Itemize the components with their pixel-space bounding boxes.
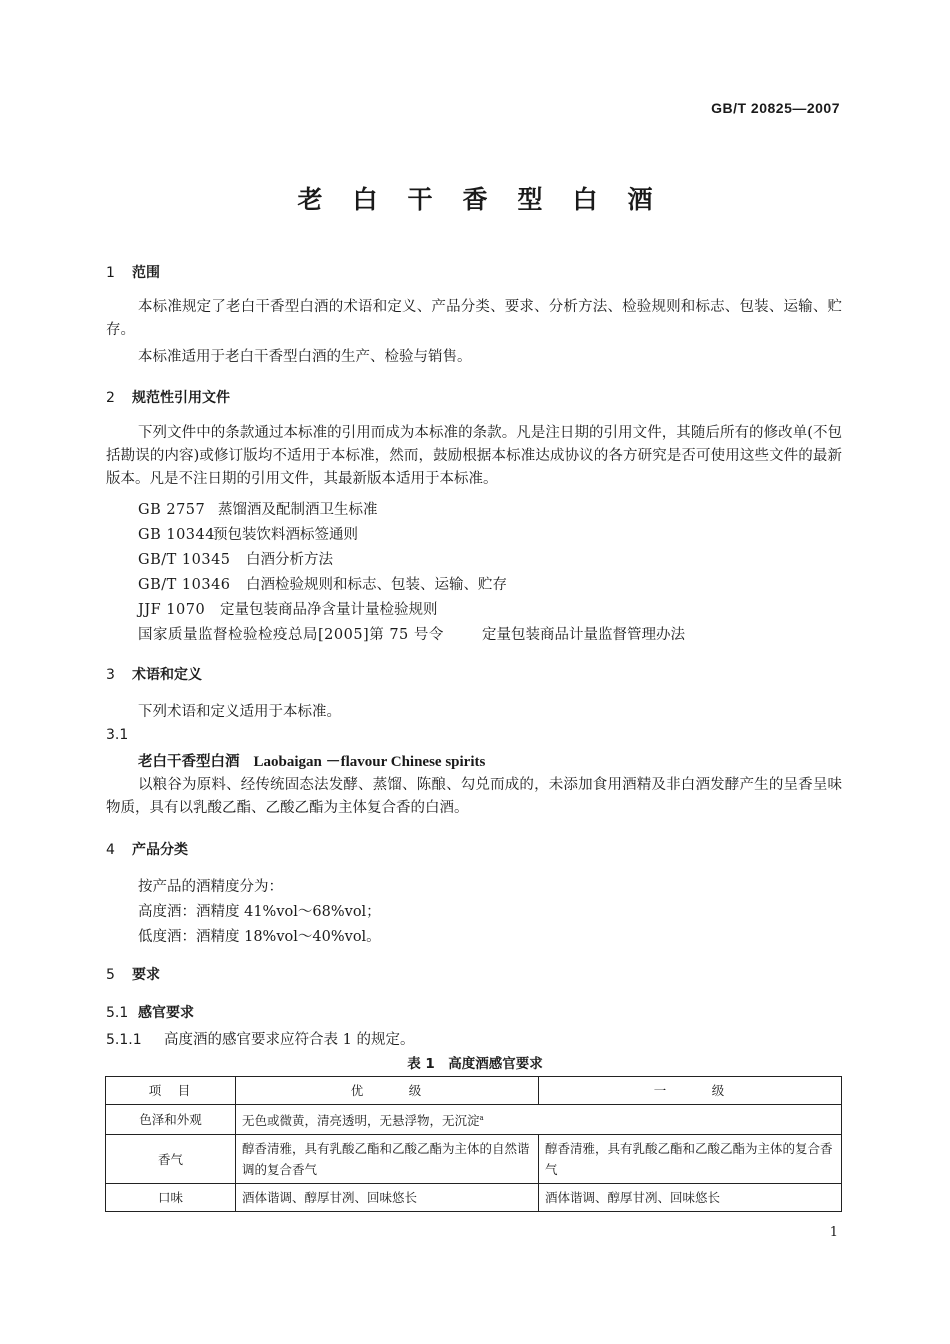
table-row bbox=[106, 1105, 842, 1135]
subsection-5-1-1 bbox=[106, 1028, 414, 1049]
classification-low: 低度酒：酒精度 18%vol～40%vol。 bbox=[138, 929, 381, 945]
header-item: 项 目 bbox=[106, 1077, 236, 1105]
reference-name: 定量包装商品计量监督管理办法 bbox=[482, 627, 685, 643]
term-line bbox=[138, 750, 485, 771]
reference-item bbox=[138, 598, 438, 619]
section-number: 4 bbox=[106, 842, 115, 858]
classification-intro: 按产品的酒精度分为： bbox=[138, 879, 283, 895]
sensory-requirements-table bbox=[105, 1076, 842, 1212]
reference-item bbox=[138, 623, 685, 644]
row-premium-value: 醇香清雅，具有乳酸乙酯和乙酸乙酯为主体的自然谐调的复合香气 bbox=[236, 1135, 539, 1184]
section-title: 术语和定义 bbox=[132, 667, 202, 683]
page-number: 1 bbox=[829, 1225, 838, 1240]
reference-name: 预包装饮料酒标签通则 bbox=[213, 527, 358, 543]
reference-name: 白酒分析方法 bbox=[246, 552, 333, 568]
section-3-heading bbox=[106, 664, 202, 684]
section-3-paragraph: 下列术语和定义适用于本标准。 bbox=[138, 704, 341, 720]
table-header-row bbox=[106, 1077, 842, 1105]
reference-code: GB/T 10345 bbox=[138, 552, 231, 568]
classification-high: 高度酒：酒精度 41%vol～68%vol； bbox=[138, 904, 381, 920]
row-merged-value: 无色或微黄，清亮透明，无悬浮物，无沉淀$^a$ bbox=[236, 1105, 842, 1135]
standard-code: GB/T 20825—2007 bbox=[711, 100, 840, 116]
footnote-marker: a bbox=[479, 1114, 484, 1122]
section-4-heading bbox=[106, 839, 188, 859]
reference-item bbox=[138, 573, 507, 594]
reference-name: 定量包装商品净含量计量检验规则 bbox=[220, 602, 438, 618]
section-2-heading bbox=[106, 387, 230, 407]
section-title: 要求 bbox=[132, 967, 160, 983]
reference-code: GB 2757 bbox=[138, 502, 206, 518]
reference-code: JJF 1070 bbox=[138, 602, 206, 618]
header-premium: 优 级 bbox=[236, 1077, 539, 1105]
section-title: 规范性引用文件 bbox=[132, 390, 230, 406]
section-number: 3 bbox=[106, 667, 115, 683]
reference-item bbox=[138, 498, 378, 519]
section-5-heading bbox=[106, 964, 160, 984]
document-title: 老白干香型白酒 bbox=[297, 185, 683, 214]
section-number: 1 bbox=[106, 265, 115, 281]
section-1-paragraph-1: 本标准规定了老白干香型白酒的术语和定义、产品分类、要求、分析方法、检验规则和标志、包装、运输、贮存。 bbox=[106, 299, 842, 338]
term-english: Laobaigan －flavour Chinese spirits bbox=[253, 754, 486, 770]
section-number: 5 bbox=[106, 967, 115, 983]
row-premium-value: 酒体谐调、醇厚甘冽、回味悠长 bbox=[236, 1184, 539, 1212]
section-1-paragraph-2: 本标准适用于老白干香型白酒的生产、检验与销售。 bbox=[138, 349, 472, 365]
section-number: 5.1 bbox=[106, 1005, 129, 1021]
section-number: 5.1.1 bbox=[106, 1032, 142, 1048]
section-2-paragraph: 下列文件中的条款通过本标准的引用而成为本标准的条款。凡是注日期的引用文件，其随后所有的修改单(不包括勘误的内容)或修订版均不适用于本标准，然而，鼓励根据本标准达成协议的各方研究是否可使用这些文件的最新版本。凡是不注日期的引用文件，其最新版本适用于本标准。 bbox=[106, 425, 842, 487]
row-first-value: 醇香清雅，具有乳酸乙酯和乙酸乙酯为主体的复合香气 bbox=[539, 1135, 842, 1184]
header-first-grade: 一 级 bbox=[539, 1077, 842, 1105]
subsection-3-1-number: 3.1 bbox=[106, 727, 129, 743]
reference-code: 国家质量监督检验检疫总局[2005]第 75 号令 bbox=[138, 627, 444, 643]
subsection-text: 高度酒的感官要求应符合表 1 的规定。 bbox=[164, 1032, 415, 1048]
reference-item bbox=[138, 548, 333, 569]
reference-item bbox=[138, 523, 358, 544]
row-item: 香气 bbox=[106, 1135, 236, 1184]
reference-code: GB 10344 bbox=[138, 527, 215, 543]
section-title: 感官要求 bbox=[138, 1005, 194, 1021]
row-item: 色泽和外观 bbox=[106, 1105, 236, 1135]
subsection-5-1-heading bbox=[106, 1002, 194, 1022]
table-caption: 表 1 高度酒感官要求 bbox=[407, 1056, 543, 1072]
table-row bbox=[106, 1184, 842, 1212]
term-definition: 以粮谷为原料、经传统固态法发酵、蒸馏、陈酿、勾兑而成的，未添加食用酒精及非白酒发酵产生的呈香呈味物质，具有以乳酸乙酯、乙酸乙酯为主体复合香的白酒。 bbox=[106, 777, 842, 816]
reference-code: GB/T 10346 bbox=[138, 577, 231, 593]
term-chinese: 老白干香型白酒 bbox=[138, 754, 240, 770]
row-item: 口味 bbox=[106, 1184, 236, 1212]
reference-name: 白酒检验规则和标志、包装、运输、贮存 bbox=[246, 577, 507, 593]
section-1-heading bbox=[106, 262, 160, 282]
reference-name: 蒸馏酒及配制酒卫生标准 bbox=[218, 502, 378, 518]
section-title: 产品分类 bbox=[132, 842, 188, 858]
section-title: 范围 bbox=[132, 265, 160, 281]
table-row bbox=[106, 1135, 842, 1184]
row-first-value: 酒体谐调、醇厚甘冽、回味悠长 bbox=[539, 1184, 842, 1212]
section-number: 2 bbox=[106, 390, 115, 406]
